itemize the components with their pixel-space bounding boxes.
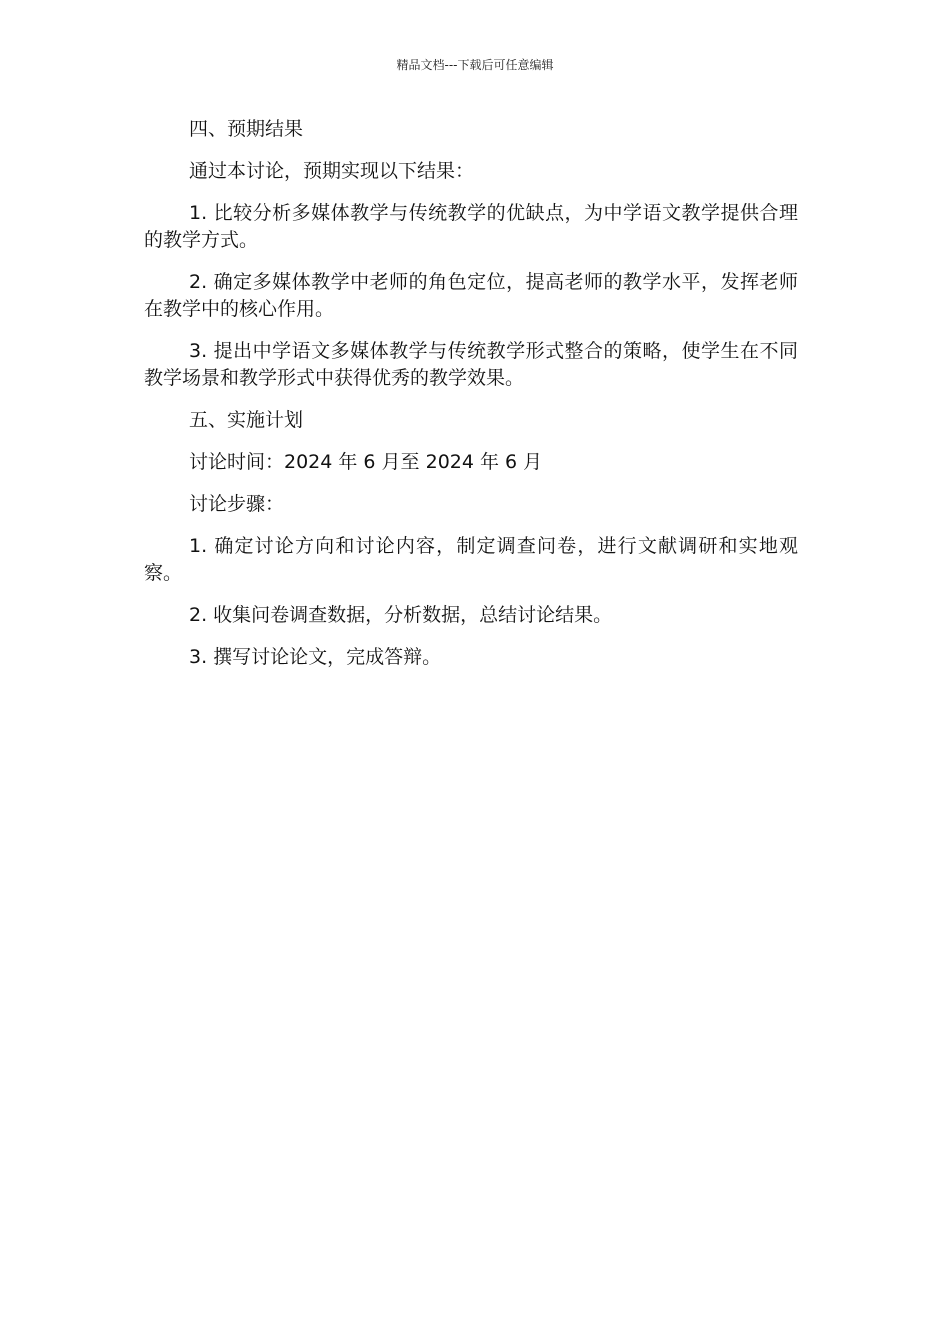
list-item: 1. 比较分析多媒体教学与传统教学的优缺点，为中学语文教学提供合理的教学方式。 [144, 202, 798, 251]
list-item: 1. 确定讨论方向和讨论内容，制定调查问卷，进行文献调研和实地观察。 [144, 535, 798, 584]
page-header: 精品文档---下载后可任意编辑 [396, 58, 554, 72]
paragraph-steps-label: 讨论步骤： [189, 493, 285, 515]
list-item: 2. 收集问卷调查数据，分析数据，总结讨论结果。 [189, 604, 613, 626]
list-item: 2. 确定多媒体教学中老师的角色定位，提高老师的教学水平，发挥老师在教学中的核心作用。 [144, 271, 798, 320]
document-body [144, 116, 798, 686]
list-item: 3. 提出中学语文多媒体教学与传统教学形式整合的策略，使学生在不同教学场景和教学形式中获得优秀的教学效果。 [144, 340, 798, 389]
paragraph-schedule: 讨论时间：2024 年 6 月至 2024 年 6 月 [189, 451, 543, 473]
list-item: 3. 撰写讨论论文，完成答辩。 [189, 646, 442, 668]
section-heading-expected-results: 四、预期结果 [189, 118, 304, 140]
paragraph-intro: 通过本讨论，预期实现以下结果： [189, 160, 475, 182]
section-heading-implementation-plan: 五、实施计划 [189, 409, 304, 431]
